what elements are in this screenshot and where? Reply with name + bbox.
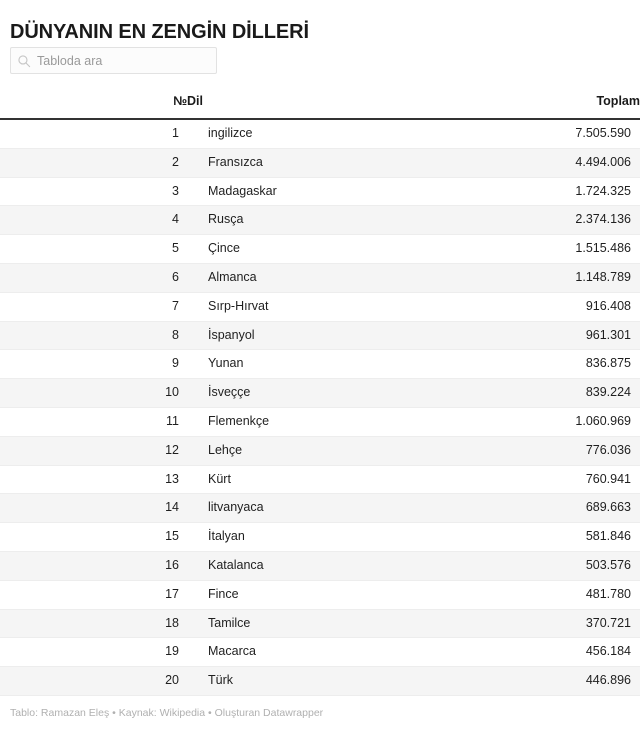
cell-no: 14 xyxy=(0,494,187,523)
cell-language: Sırp-Hırvat xyxy=(187,292,427,321)
cell-total: 1.148.789 xyxy=(427,263,640,292)
table-header-row xyxy=(0,94,640,119)
table-head xyxy=(0,94,640,119)
cell-no: 8 xyxy=(0,321,187,350)
cell-total: 961.301 xyxy=(427,321,640,350)
cell-no: 19 xyxy=(0,638,187,667)
cell-total: 456.184 xyxy=(427,638,640,667)
cell-total: 689.663 xyxy=(427,494,640,523)
table-row xyxy=(0,465,640,494)
cell-language: Kürt xyxy=(187,465,427,494)
table-row xyxy=(0,379,640,408)
column-header-no[interactable]: № xyxy=(0,94,187,119)
cell-total: 370.721 xyxy=(427,609,640,638)
cell-language: Flemenkçe xyxy=(187,407,427,436)
cell-no: 5 xyxy=(0,235,187,264)
cell-no: 20 xyxy=(0,667,187,696)
cell-total: 2.374.136 xyxy=(427,206,640,235)
cell-total: 836.875 xyxy=(427,350,640,379)
cell-language: İsveççe xyxy=(187,379,427,408)
languages-table xyxy=(0,94,640,696)
table-row xyxy=(0,321,640,350)
page-title: DÜNYANIN EN ZENGİN DİLLERİ xyxy=(10,21,309,44)
table-row xyxy=(0,551,640,580)
cell-total: 776.036 xyxy=(427,436,640,465)
cell-language: litvanyaca xyxy=(187,494,427,523)
cell-no: 16 xyxy=(0,551,187,580)
search-box[interactable] xyxy=(10,47,217,74)
cell-no: 17 xyxy=(0,580,187,609)
table-row xyxy=(0,436,640,465)
cell-no: 9 xyxy=(0,350,187,379)
cell-language: Madagaskar xyxy=(187,177,427,206)
cell-language: Fince xyxy=(187,580,427,609)
cell-total: 481.780 xyxy=(427,580,640,609)
cell-language: Yunan xyxy=(187,350,427,379)
cell-language: Lehçe xyxy=(187,436,427,465)
cell-no: 1 xyxy=(0,119,187,148)
cell-language: ingilizce xyxy=(187,119,427,148)
table-row xyxy=(0,263,640,292)
table-row xyxy=(0,580,640,609)
cell-no: 6 xyxy=(0,263,187,292)
cell-no: 4 xyxy=(0,206,187,235)
cell-language: Katalanca xyxy=(187,551,427,580)
table-row xyxy=(0,494,640,523)
cell-total: 1.724.325 xyxy=(427,177,640,206)
cell-total: 1.060.969 xyxy=(427,407,640,436)
cell-total: 839.224 xyxy=(427,379,640,408)
cell-language: Türk xyxy=(187,667,427,696)
cell-total: 4.494.006 xyxy=(427,148,640,177)
cell-language: Fransızca xyxy=(187,148,427,177)
column-header-total[interactable]: Toplam xyxy=(427,94,640,119)
cell-no: 3 xyxy=(0,177,187,206)
table-row xyxy=(0,206,640,235)
cell-language: Almanca xyxy=(187,263,427,292)
search-input[interactable] xyxy=(37,53,210,69)
cell-language: Rusça xyxy=(187,206,427,235)
column-header-language[interactable]: Dil xyxy=(187,94,427,119)
table-row xyxy=(0,292,640,321)
table-row xyxy=(0,177,640,206)
cell-total: 916.408 xyxy=(427,292,640,321)
search-icon xyxy=(17,54,31,68)
cell-no: 7 xyxy=(0,292,187,321)
cell-language: Macarca xyxy=(187,638,427,667)
table-row xyxy=(0,119,640,148)
cell-language: İtalyan xyxy=(187,523,427,552)
cell-total: 503.576 xyxy=(427,551,640,580)
cell-no: 18 xyxy=(0,609,187,638)
cell-no: 15 xyxy=(0,523,187,552)
table-container xyxy=(0,94,640,696)
cell-total: 581.846 xyxy=(427,523,640,552)
table-body xyxy=(0,119,640,695)
cell-total: 1.515.486 xyxy=(427,235,640,264)
cell-no: 2 xyxy=(0,148,187,177)
table-row xyxy=(0,407,640,436)
cell-language: Çince xyxy=(187,235,427,264)
cell-language: İspanyol xyxy=(187,321,427,350)
table-row xyxy=(0,609,640,638)
cell-language: Tamilce xyxy=(187,609,427,638)
cell-total: 446.896 xyxy=(427,667,640,696)
table-row xyxy=(0,667,640,696)
table-row xyxy=(0,235,640,264)
footer-credit: Tablo: Ramazan Eleş • Kaynak: Wikipedia • Oluşturan Datawrapper xyxy=(10,707,324,719)
table-row xyxy=(0,148,640,177)
table-row xyxy=(0,638,640,667)
cell-no: 10 xyxy=(0,379,187,408)
table-row xyxy=(0,350,640,379)
cell-total: 7.505.590 xyxy=(427,119,640,148)
cell-no: 12 xyxy=(0,436,187,465)
cell-no: 13 xyxy=(0,465,187,494)
table-row xyxy=(0,523,640,552)
cell-total: 760.941 xyxy=(427,465,640,494)
cell-no: 11 xyxy=(0,407,187,436)
